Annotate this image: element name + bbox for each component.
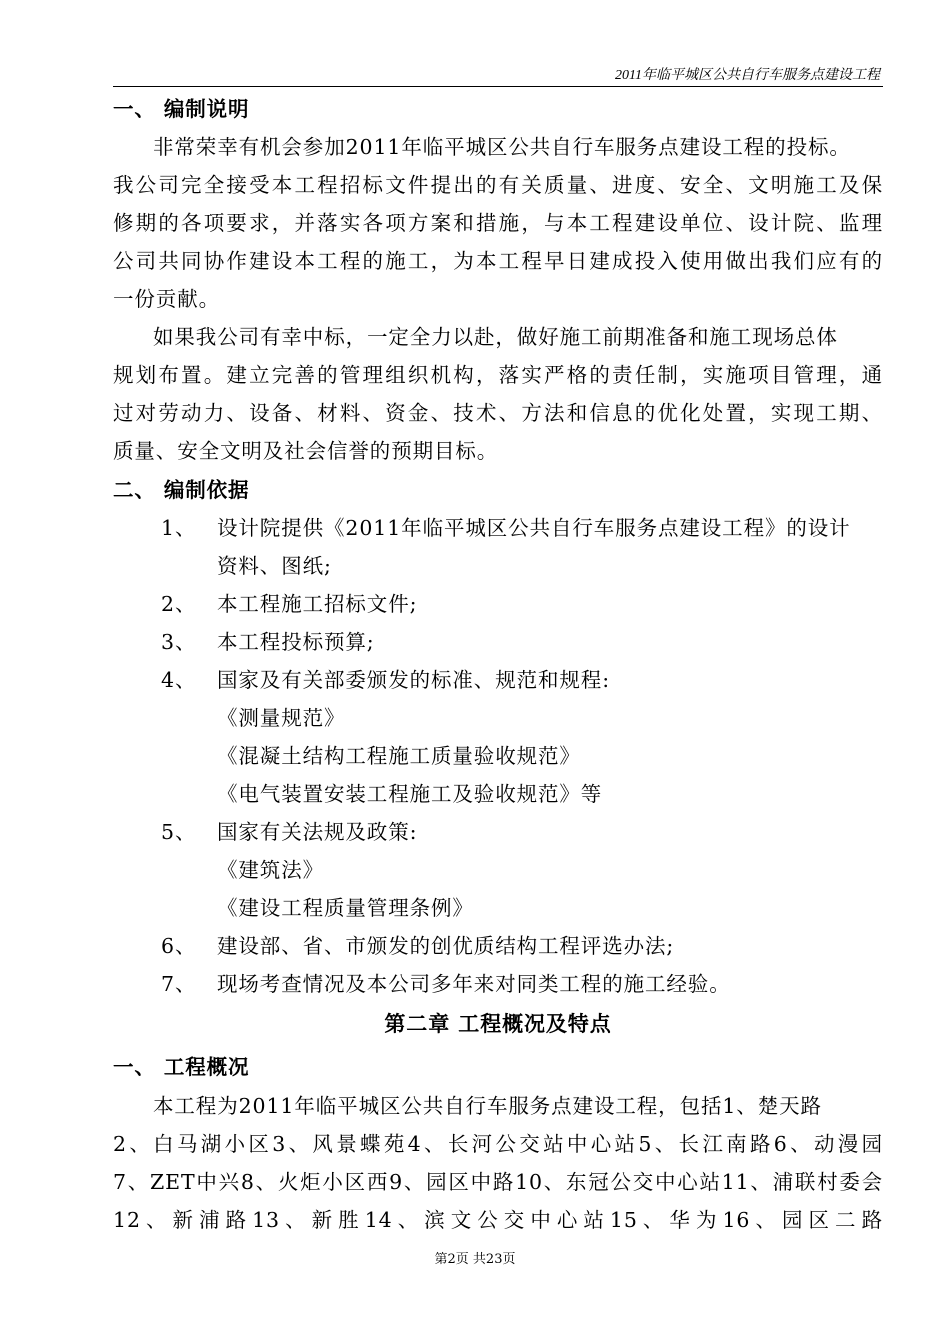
paragraph-line: 公司共同协作建设本工程的施工，为本工程早日建成投入使用做出我们应有的 [113,249,883,273]
paragraph-line: 如果我公司有幸中标，一定全力以赴，做好施工前期准备和施工现场总体 [153,325,838,349]
chapter-title: 第二章 工程概况及特点 [384,1011,612,1036]
paragraph-line: 修期的各项要求，并落实各项方案和措施，与本工程建设单位、设计院、监理 [113,211,883,235]
sub-item: 《混凝土结构工程施工质量验收规范》 [217,744,581,768]
paragraph-line: 质量、安全文明及社会信誉的预期目标。 [113,439,499,463]
paragraph-line: 非常荣幸有机会参加2011年临平城区公共自行车服务点建设工程的投标。 [153,135,851,159]
list-item: 本工程投标预算; [217,630,375,654]
running-header: 2011年临平城区公共自行车服务点建设工程 [615,68,880,83]
list-number: 2、 [161,592,197,616]
paragraph-line: 本工程为2011年临平城区公共自行车服务点建设工程，包括1、楚天路 [153,1094,822,1118]
paragraph-line: 我公司完全接受本工程招标文件提出的有关质量、进度、安全、文明施工及保 [113,173,883,197]
section-heading-3: 一、 工程概况 [113,1055,250,1079]
page-number: 第2页 共23页 [434,1252,516,1267]
sub-item: 《测量规范》 [217,706,346,730]
sub-item: 《建设工程质量管理条例》 [217,896,474,920]
paragraph-line: 规划布置。建立完善的管理组织机构，落实严格的责任制，实施项目管理，通 [113,363,883,387]
header-divider [113,86,883,87]
list-number: 6、 [161,934,197,958]
list-number: 4、 [161,668,197,692]
list-number: 5、 [161,820,197,844]
list-item: 现场考查情况及本公司多年来对同类工程的施工经验。 [217,972,731,996]
list-item: 国家及有关部委颁发的标准、规范和规程: [217,668,611,692]
section-heading-1: 一、 编制说明 [113,97,250,121]
paragraph-line: 过对劳动力、设备、材料、资金、技术、方法和信息的优化处置，实现工期、 [113,401,883,425]
list-item: 建设部、省、市颁发的创优质结构工程评选办法; [217,934,675,958]
list-item: 本工程施工招标文件; [217,592,418,616]
list-item: 国家有关法规及政策: [217,820,418,844]
sub-item: 《电气装置安装工程施工及验收规范》等 [217,782,603,806]
list-number: 7、 [161,972,197,996]
list-number: 3、 [161,630,197,654]
sub-item: 《建筑法》 [217,858,324,882]
paragraph-line: 12、新浦路13、新胜14、滨文公交中心站15、华为16、园区二路 [113,1208,883,1232]
list-item-continued: 资料、图纸; [217,554,332,578]
paragraph-line: 7、ZET中兴8、火炬小区西9、园区中路10、东冠公交中心站11、浦联村委会 [113,1170,883,1194]
list-number: 1、 [161,516,197,540]
section-heading-2: 二、 编制依据 [113,478,250,502]
paragraph-line: 2、白马湖小区3、风景蝶苑4、长河公交站中心站5、长江南路6、动漫园 [113,1132,883,1156]
list-item: 设计院提供《2011年临平城区公共自行车服务点建设工程》的设计 [217,516,851,540]
paragraph-line: 一份贡献。 [113,287,220,311]
